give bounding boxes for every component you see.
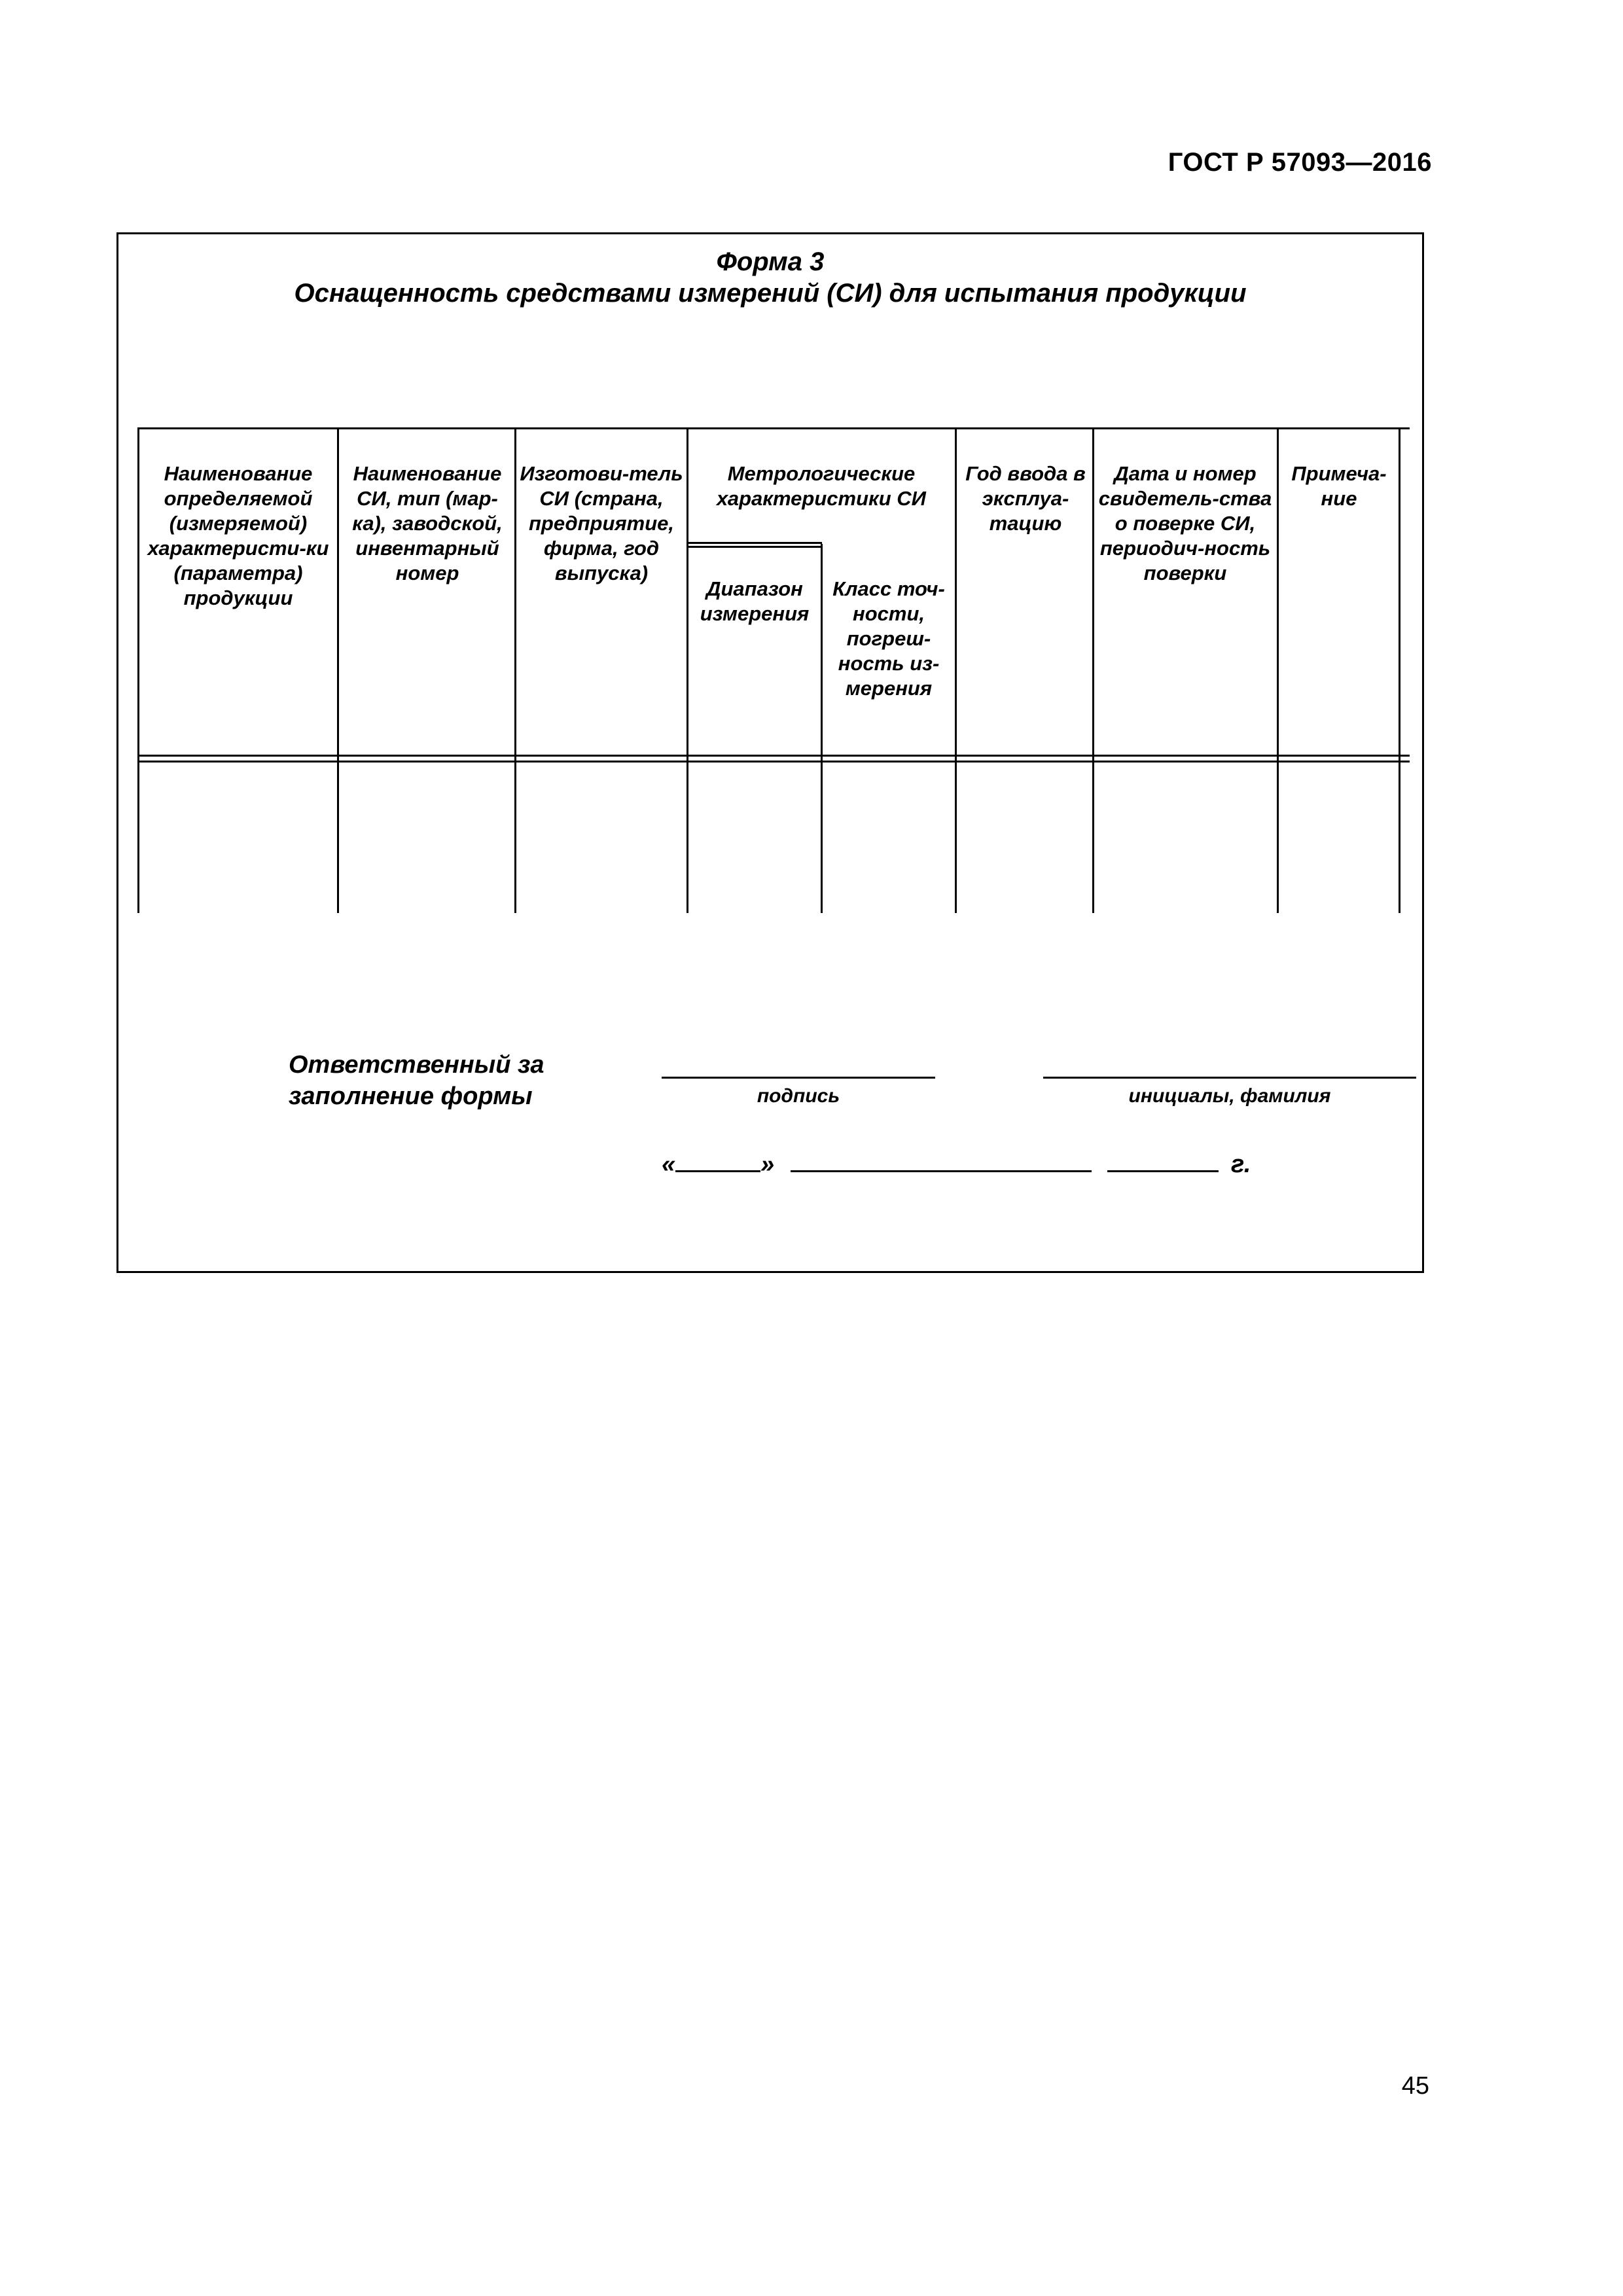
- subcolumn-header-accuracy: Класс точ-ности, погреш-ность из-мерения: [832, 577, 945, 700]
- column-header-metrological: Метрологические характеристики СИ: [717, 462, 926, 510]
- form-frame: [116, 232, 1424, 1273]
- form-title: Форма 3: [716, 247, 825, 276]
- table-left-border: [137, 427, 139, 913]
- year-suffix: г.: [1230, 1151, 1251, 1178]
- col-divider: [687, 427, 688, 913]
- column-header-instrument: Наименование СИ, тип (мар-ка), заводской, инвентарный номер: [352, 462, 503, 584]
- responsible-label: [289, 1049, 544, 1112]
- date-field: [662, 1151, 1251, 1179]
- form-subtitle: Оснащенность средствами измерений (СИ) для испытания продукции: [294, 279, 1247, 308]
- col-divider: [1092, 427, 1094, 913]
- col-divider: [955, 427, 957, 913]
- metro-split-rule: [687, 542, 822, 544]
- col-divider: [514, 427, 516, 913]
- date-open-quote: «: [662, 1151, 676, 1178]
- header-bottom-rule-double: [137, 761, 1410, 762]
- signature-caption: подпись: [757, 1085, 840, 1107]
- name-line: [1043, 1077, 1416, 1079]
- date-close-quote: »: [760, 1151, 775, 1178]
- header-bottom-rule: [137, 755, 1410, 757]
- col-divider: [337, 427, 339, 913]
- name-caption: инициалы, фамилия: [1128, 1085, 1331, 1107]
- subcolumn-header-range: Диапазон измерения: [700, 577, 810, 625]
- signature-line: [662, 1077, 935, 1079]
- equipment-table: [137, 427, 1410, 913]
- subcol-divider: [821, 544, 823, 913]
- column-header-manufacturer: Изготови-тель СИ (страна, предприятие, фирма, год выпуска): [520, 462, 683, 584]
- table-right-border: [1399, 427, 1400, 913]
- year-blank: [1107, 1170, 1219, 1172]
- metro-split-rule-double: [687, 546, 822, 548]
- responsible-label-line2: заполнение формы: [289, 1083, 533, 1110]
- month-blank: [791, 1170, 1092, 1172]
- table-top-border: [137, 427, 1410, 429]
- page-number: 45: [1401, 2072, 1429, 2100]
- column-header-note: Примеча-ние: [1291, 462, 1387, 510]
- standard-number: ГОСТ Р 57093—2016: [1168, 148, 1432, 177]
- column-header-certificate: Дата и номер свидетель-ства о поверке СИ, периодич-ность поверки: [1098, 462, 1272, 584]
- day-blank: [675, 1170, 760, 1172]
- column-header-characteristic: Наименование определяемой (измеряемой) характеристи-ки (параметра) продукции: [147, 462, 329, 609]
- responsible-label-line1: Ответственный за: [289, 1051, 544, 1079]
- column-header-commissioning-year: Год ввода в эксплуа-тацию: [965, 462, 1086, 535]
- col-divider: [1277, 427, 1279, 913]
